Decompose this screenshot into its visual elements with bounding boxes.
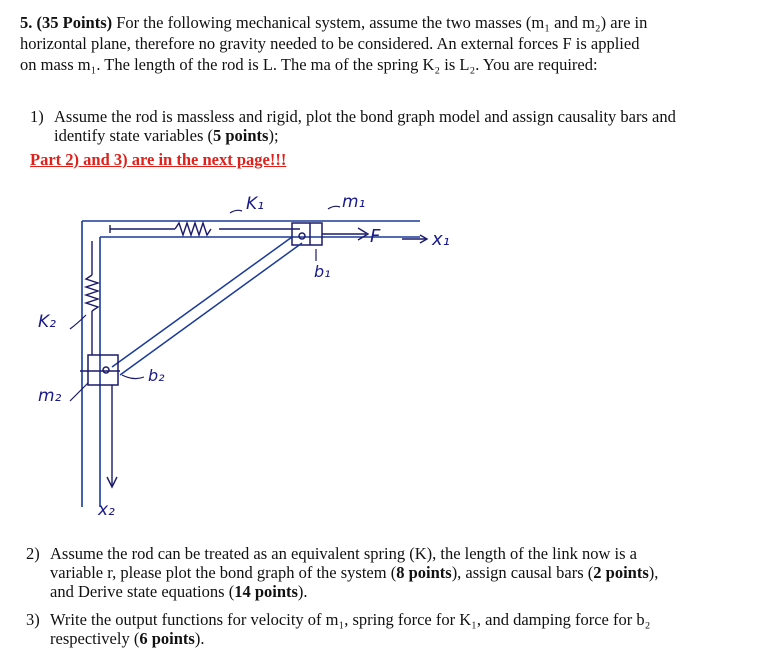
problem-number: 5. xyxy=(20,13,33,32)
part-2-text-1: Assume the rod can be treated as an equivalent spring (K), the length of the link now is a xyxy=(50,544,637,563)
label-x1: x₁ xyxy=(432,229,450,250)
part-3-text-2: respectively (6 points). xyxy=(50,629,205,648)
part-2-number: 2) xyxy=(26,544,40,563)
problem-text-3: on mass m₁. The length of the rod is L. The ma of the spring K₂ is L₂. You are required: xyxy=(20,55,598,74)
part-1-text-1: Assume the rod is massless and rigid, plot the bond graph model and assign causality bars and xyxy=(54,107,676,126)
part-2 xyxy=(26,544,766,601)
x2-arrow xyxy=(107,385,117,487)
k1-leader xyxy=(230,210,242,213)
m1-pivot xyxy=(299,233,305,239)
m2-leader xyxy=(70,383,88,401)
problem-text-1: For the following mechanical system, assume the two masses (m₁ and m₂) are in xyxy=(116,13,648,32)
b2-leader xyxy=(122,375,144,379)
part-3-number: 3) xyxy=(26,610,40,629)
problem-points: (35 Points) xyxy=(36,13,113,32)
m2-pivot xyxy=(103,367,109,373)
part-3 xyxy=(26,610,766,648)
part-2-text-3: and Derive state equations (14 points). xyxy=(50,582,308,601)
part-1 xyxy=(30,107,760,145)
x1-arrow xyxy=(402,235,427,243)
problem-statement xyxy=(20,12,760,75)
problem-text-2: horizontal plane, therefore no gravity needed to be considered. An external forces F is applied xyxy=(20,34,640,53)
label-k2: K₂ xyxy=(38,312,56,332)
next-page-notice: Part 2) and 3) are in the next page!!! xyxy=(30,150,287,169)
mechanical-system-figure xyxy=(38,185,550,525)
m1-leader xyxy=(328,206,340,209)
label-x2: x₂ xyxy=(98,500,115,520)
part-1-number: 1) xyxy=(30,107,44,126)
label-m1: m₁ xyxy=(342,192,366,212)
spring-k2 xyxy=(86,241,98,355)
label-F: F xyxy=(370,226,381,247)
force-arrow xyxy=(322,228,368,240)
spring-k1 xyxy=(110,223,300,235)
label-b1: b₁ xyxy=(314,262,331,281)
label-b2: b₂ xyxy=(148,366,165,385)
part-3-text-1: Write the output functions for velocity of m₁, spring force for K₁, and damping force for b₂ xyxy=(50,610,651,629)
part-2-text-2: variable r, please plot the bond graph of the system (8 points), assign causal bars (2 points), xyxy=(50,563,659,582)
rod xyxy=(112,237,302,375)
problem-line-1 xyxy=(20,12,760,33)
k2-leader xyxy=(70,315,86,329)
part-1-text-2: identify state variables (5 points); xyxy=(54,126,279,145)
mass-m1-block xyxy=(292,223,322,245)
label-m2: m₂ xyxy=(38,386,62,406)
label-k1: K₁ xyxy=(246,194,264,214)
